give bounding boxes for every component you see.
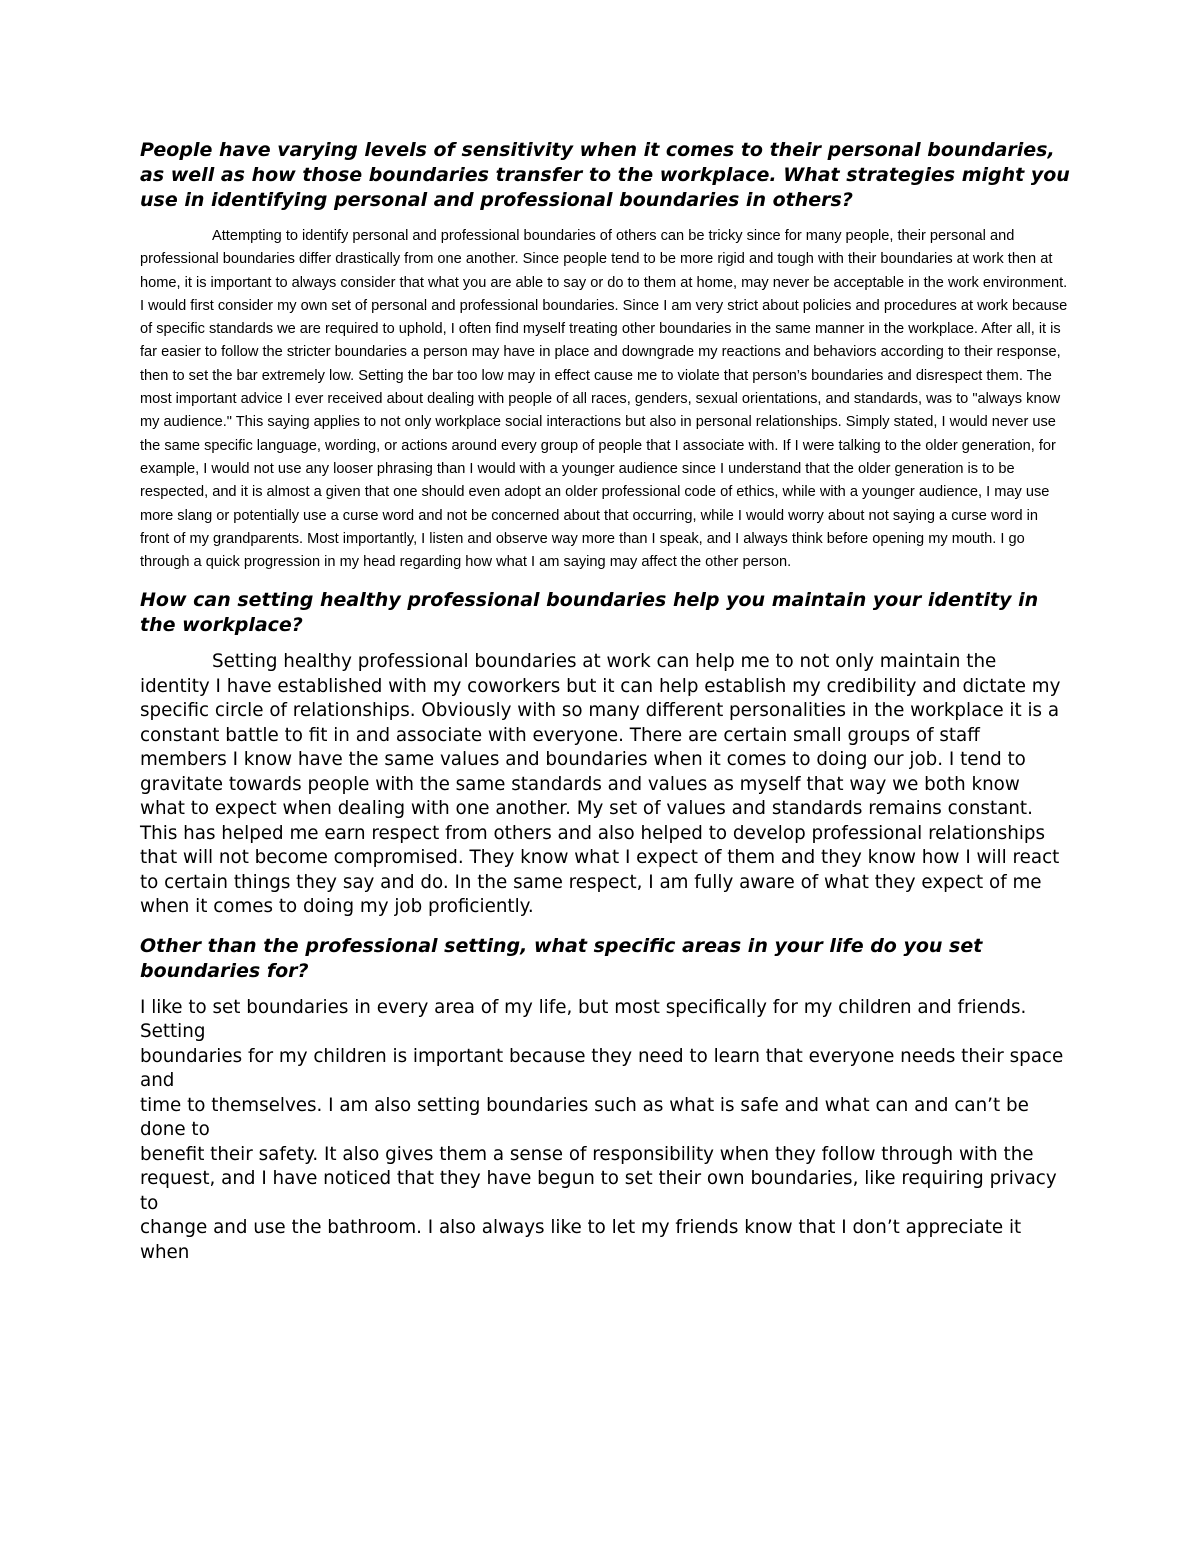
question-3-heading: Other than the professional setting, what specific areas in your life do you set boundaries for?: [140, 934, 983, 982]
question-1-heading: People have varying levels of sensitivity when it comes to their personal boundaries, as well as how those boundaries transfer to the workplace. What strategies might you use in identifying personal and professional boundaries in others?: [140, 139, 1070, 211]
question-2-heading: How can setting healthy professional boundaries help you maintain your identity in the workplace?: [140, 589, 1039, 637]
document-page: [140, 138, 1070, 1265]
question-1-answer: Attempting to identify personal and professional boundaries of others can be tricky since for many people, their personal and professional boundaries differ drastically from one another. Since people tend to be more rigid and tough with their boundaries at work then at home, it is important to always consider that what you are able to say or do to them at home, may never be acceptable in the work environment. I would first consider my own set of personal and professional boundaries. Since I am very strict about policies and procedures at work because of specific standards we are required to uphold, I often find myself treating other boundaries in the same manner in the workplace. After all, it is far easier to follow the stricter boundaries a person may have in place and downgrade my reactions and behaviors according to their response, then to set the bar extremely low. Setting the bar too low may in effect cause me to violate that person’s boundaries and disrespect them. The most important advice I ever received about dealing with people of all races, genders, sexual orientations, and standards, was to "always know my audience." This saying applies to not only workplace social interactions but also in personal relationships. Simply stated, I would never use the same specific language, wording, or actions around every group of people that I associate with. If I were talking to the older generation, for example, I would not use any looser phrasing than I would with a younger audience since I understand that the older generation is to be respected, and it is almost a given that one should even adopt an older professional code of ethics, while with a younger audience, I may use more slang or potentially use a curse word and not be concerned about that occurring, while I would worry about not saying a curse word in front of my grandparents. Most importantly, I listen and observe way more than I speak, and I always think before opening my mouth. I go through a quick progression in my head regarding how what I am saying may affect the other person.: [140, 228, 1068, 571]
answer-line: change and use the bathroom. I also always like to let my friends know that I don’t appreciate it when: [140, 1217, 1022, 1263]
answer-line: benefit their safety. It also gives them a sense of responsibility when they follow through with the: [140, 1143, 1034, 1165]
question-3-answer: [140, 996, 1070, 1266]
answer-line: time to themselves. I am also setting boundaries such as what is safe and what can and can’t be done to: [140, 1094, 1029, 1141]
answer-line: request, and I have noticed that they have begun to set their own boundaries, like requiring privacy to: [140, 1168, 1057, 1214]
answer-line: I like to set boundaries in every area of my life, but most specifically for my children and friends. Setting: [140, 996, 1027, 1043]
question-2-answer: Setting healthy professional boundaries at work can help me to not only maintain the identity I have established with my coworkers but it can help establish my credibility and dictate my specific circle of relationships. Obviously with so many different personalities in the workplace it is a constant battle to fit in and associate with everyone. There are certain small groups of staff members I know have the same values and boundaries when it comes to doing our job. I tend to gravitate towards people with the same standards and values as myself that way we both know what to expect when dealing with one another. My set of values and standards remains constant. This has helped me earn respect from others and also helped to develop professional relationships that will not become compromised. They know what I expect of them and they know how I will react to certain things they say and do. In the same respect, I am fully aware of what they expect of me when it comes to doing my job proficiently.: [140, 651, 1061, 918]
answer-line: boundaries for my children is important because they need to learn that everyone needs their space and: [140, 1045, 1064, 1092]
